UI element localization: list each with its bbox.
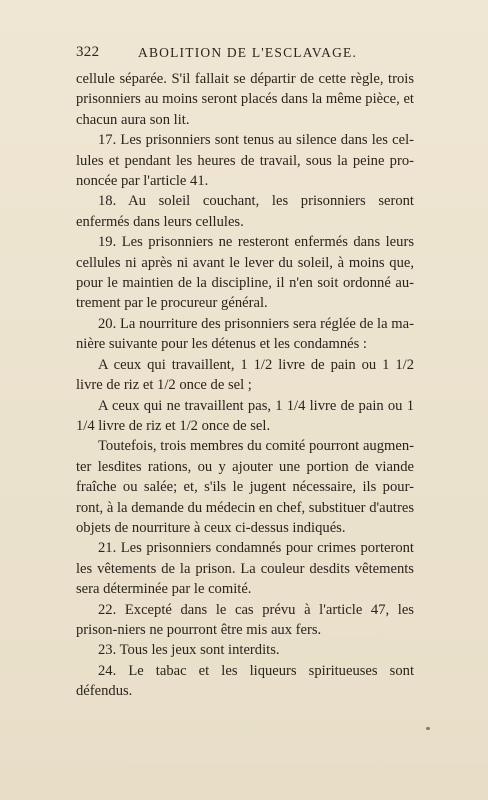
- paragraph: 20. La nourriture des prisonniers sera réglée de la ma-nière suivante pour les détenus et les condamnés :: [76, 315, 414, 353]
- paragraph: 17. Les prisonniers sont tenus au silence dans les cel-lules et pendant les heures de travail, sous la peine pro-noncée par l'article 41.: [76, 132, 414, 190]
- paragraph: A ceux qui travaillent, 1 1/2 livre de pain ou 1 1/2 livre de riz et 1/2 once de sel ;: [76, 356, 414, 394]
- ink-speck: [426, 727, 430, 730]
- paragraph: 22. Excepté dans le cas prévu à l'article 47, les prison-niers ne pourront être mis aux fers.: [76, 601, 414, 638]
- paragraph: 21. Les prisonniers condamnés pour crimes porteront les vêtements de la prison. La couleur desdits vêtements sera déterminée par le comité.: [76, 540, 414, 598]
- paragraph: 18. Au soleil couchant, les prisonniers seront enfermés dans leurs cellules.: [76, 193, 414, 230]
- body-text: [76, 69, 414, 702]
- paragraph: 24. Le tabac et les liqueurs spiritueuses sont défendus.: [76, 662, 414, 700]
- paragraph: cellule séparée. S'il fallait se départir de cette règle, trois prisonniers au moins seront placés dans la même pièce, et chacun aura son lit.: [76, 71, 414, 128]
- paragraph: 19. Les prisonniers ne resteront enfermés dans leurs cellules ni après ni avant le lever du soleil, à moins que, pour le maintien de la discipline, il n'en soit ordonné au-trement par le procureur général.: [76, 234, 414, 312]
- paragraph: Toutefois, trois membres du comité pourront augmen-ter lesdites rations, ou y ajouter une portion de viande fraîche ou salée; et, s'ils le jugent nécessaire, ils pour-ront, à la demande du médecin en chef, substituer d'autres objets de nourriture à ceux ci-dessus indiqués.: [76, 438, 414, 536]
- running-title: ABOLITION DE L'ESCLAVAGE.: [138, 45, 358, 60]
- paragraph: A ceux qui ne travaillent pas, 1 1/4 livre de pain ou 1 1/4 livre de riz et 1/2 once de sel.: [76, 397, 414, 434]
- paragraph: 23. Tous les jeux sont interdits.: [98, 642, 280, 659]
- page-number: 322: [76, 44, 100, 60]
- page-header: [76, 44, 412, 66]
